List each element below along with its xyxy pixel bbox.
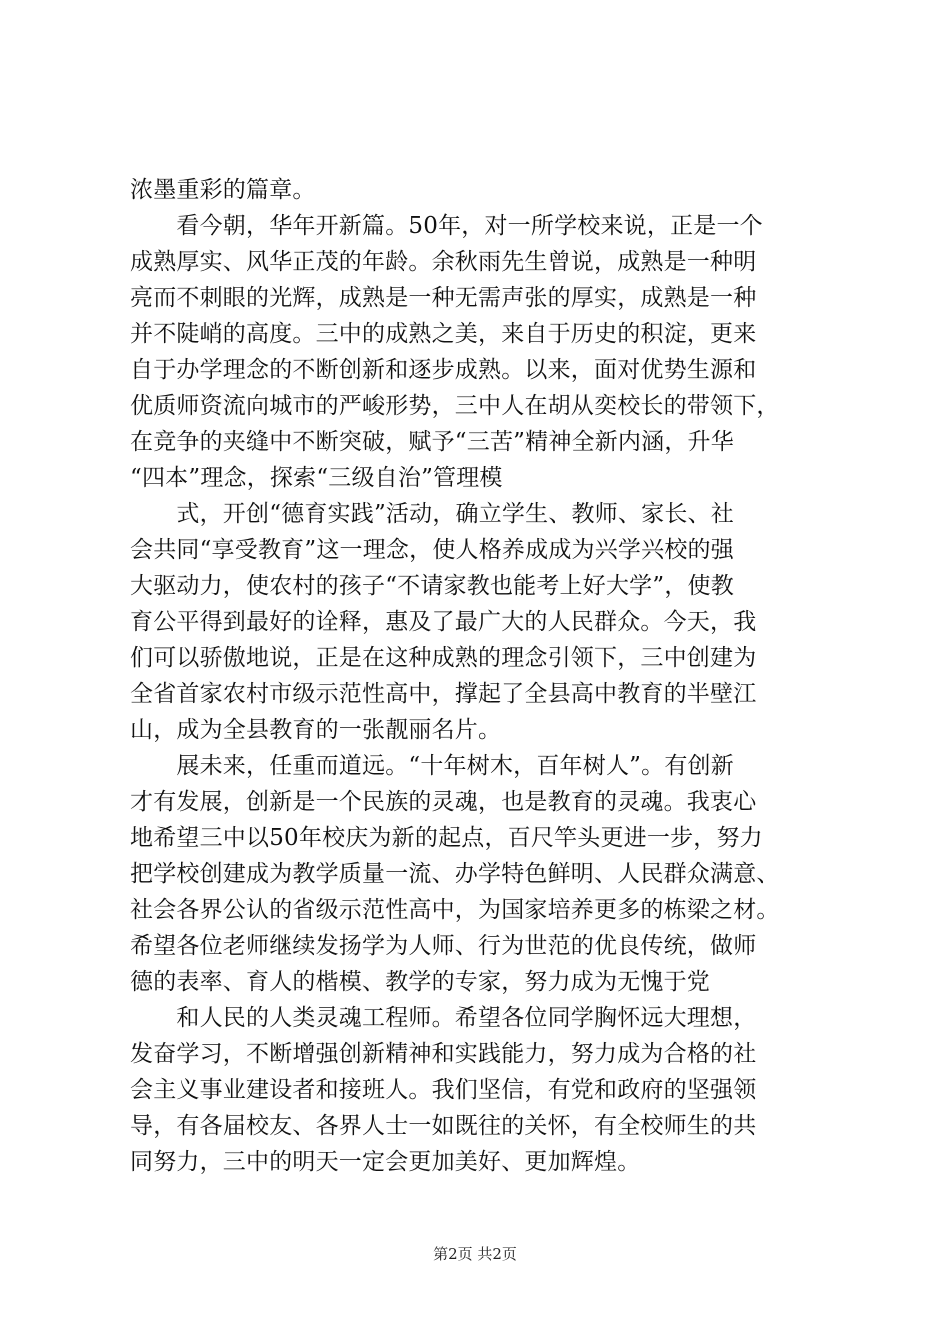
text-line: 式，开创“德育实践”活动，确立学生、教师、家长、社 bbox=[130, 501, 734, 527]
text-line: 才有发展，创新是一个民族的灵魂，也是教育的灵魂。我衷心 bbox=[130, 789, 757, 815]
text-line: 并不陡峭的高度。三中的成熟之美，来自于历史的积淀，更来 bbox=[130, 321, 757, 347]
text-line: “四本”理念，探索“三级自治”管理模 bbox=[130, 465, 503, 491]
text-line: 山，成为全县教育的一张靓丽名片。 bbox=[130, 717, 502, 743]
text-line: 全省首家农村市级示范性高中，撑起了全县高中教育的半壁江 bbox=[130, 681, 757, 707]
text-line: 在竞争的夹缝中不断突破，赋予“三苦”精神全新内涵，升华 bbox=[130, 429, 734, 455]
text-line: 展未来，任重而道远。“十年树木，百年树人”。有创新 bbox=[130, 753, 734, 779]
text-line: 会共同“享受教育”这一理念，使人格养成成为兴学兴校的强 bbox=[130, 537, 734, 563]
text-line: 地希望三中以50年校庆为新的起点，百尺竿头更进一步，努力 bbox=[130, 825, 763, 851]
text-line: 们可以骄傲地说，正是在这种成熟的理念引领下，三中创建为 bbox=[130, 645, 757, 671]
text-line: 发奋学习，不断增强创新精神和实践能力，努力成为合格的社 bbox=[130, 1041, 757, 1067]
text-line: 亮而不刺眼的光辉，成熟是一种无需声张的厚实，成熟是一种 bbox=[130, 285, 757, 311]
text-line: 希望各位老师继续发扬学为人师、行为世范的优良传统，做师 bbox=[130, 933, 757, 959]
text-line: 和人民的人类灵魂工程师。希望各位同学胸怀远大理想， bbox=[130, 1005, 757, 1031]
text-line: 社会各界公认的省级示范性高中，为国家培养更多的栋梁之材。 bbox=[130, 897, 780, 923]
text-line: 看今朝，华年开新篇。50年，对一所学校来说，正是一个 bbox=[130, 213, 763, 239]
text-line: 大驱动力，使农村的孩子“不请家教也能考上好大学”，使教 bbox=[130, 573, 734, 599]
text-line: 优质师资流向城市的严峻形势，三中人在胡从奕校长的带领下， bbox=[130, 393, 780, 419]
text-line: 德的表率、育人的楷模、教学的专家，努力成为无愧于党 bbox=[130, 969, 710, 995]
text-line: 育公平得到最好的诠释，惠及了最广大的人民群众。今天，我 bbox=[130, 609, 757, 635]
text-line: 导，有各届校友、各界人士一如既往的关怀，有全校师生的共 bbox=[130, 1113, 757, 1139]
text-line: 同努力，三中的明天一定会更加美好、更加辉煌。 bbox=[130, 1149, 641, 1175]
page-number-footer: 第2页 共2页 bbox=[433, 1245, 517, 1263]
text-line: 成熟厚实、风华正茂的年龄。余秋雨先生曾说，成熟是一种明 bbox=[130, 249, 757, 275]
text-line: 会主义事业建设者和接班人。我们坚信，有党和政府的坚强领 bbox=[130, 1077, 757, 1103]
text-line: 把学校创建成为教学质量一流、办学特色鲜明、人民群众满意、 bbox=[130, 861, 780, 887]
text-line: 自于办学理念的不断创新和逐步成熟。以来，面对优势生源和 bbox=[130, 357, 757, 383]
text-line: 浓墨重彩的篇章。 bbox=[130, 177, 316, 203]
